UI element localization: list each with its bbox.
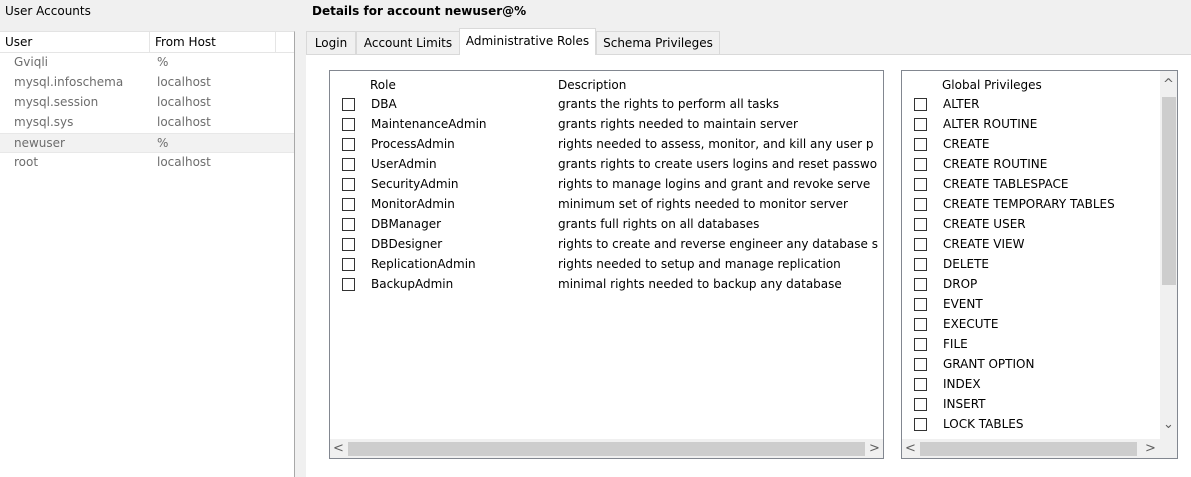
scroll-up-icon[interactable]: ^ [1163, 77, 1174, 92]
role-description: rights to create and reverse engineer any database s [558, 237, 878, 251]
role-description: grants rights to create users logins and reset passwo [558, 157, 878, 171]
user-account-row[interactable] [0, 73, 294, 93]
role-description: rights to manage logins and grant and revoke serve [558, 177, 871, 191]
user-account-row[interactable] [0, 133, 294, 153]
role-name: DBA [371, 97, 397, 111]
horizontal-scrollbar[interactable] [902, 439, 1177, 458]
role-checkbox[interactable] [342, 198, 355, 211]
description-column [558, 71, 878, 437]
privilege-name: INSERT [943, 397, 986, 411]
from-host: % [157, 55, 169, 69]
user-name: Gviqli [14, 55, 49, 69]
user-name: mysql.sys [14, 115, 74, 129]
privilege-checkbox[interactable] [914, 298, 927, 311]
user-name: mysql.infoschema [14, 75, 124, 89]
from-host: localhost [157, 75, 211, 89]
privilege-name: EVENT [943, 297, 983, 311]
role-checkbox[interactable] [342, 258, 355, 271]
privilege-checkbox[interactable] [914, 318, 927, 331]
column-header-description[interactable]: Description [558, 78, 627, 92]
role-checkbox[interactable] [342, 158, 355, 171]
scrollbar-thumb[interactable] [348, 442, 865, 456]
privilege-checkbox[interactable] [914, 358, 927, 371]
from-host: localhost [157, 95, 211, 109]
privilege-name: CREATE TEMPORARY TABLES [943, 197, 1115, 211]
user-accounts-list[interactable] [0, 31, 295, 477]
user-account-row[interactable] [0, 53, 294, 73]
privilege-checkbox[interactable] [914, 118, 927, 131]
from-host: localhost [157, 155, 211, 169]
tab-account-limits[interactable]: Account Limits [356, 31, 460, 54]
privilege-name: GRANT OPTION [943, 357, 1035, 371]
role-checkbox[interactable] [342, 98, 355, 111]
user-name: newuser [14, 136, 65, 150]
scroll-down-icon[interactable]: ⌄ [1163, 417, 1174, 432]
privilege-checkbox[interactable] [914, 418, 927, 431]
column-header-global-privileges[interactable]: Global Privileges [942, 78, 1042, 92]
scrollbar-thumb[interactable] [920, 442, 1137, 456]
tab-schema-privileges[interactable]: Schema Privileges [596, 31, 720, 54]
user-account-row[interactable] [0, 93, 294, 113]
privilege-name: CREATE USER [943, 217, 1026, 231]
privilege-name: FILE [943, 337, 968, 351]
role-description: minimum set of rights needed to monitor server [558, 197, 848, 211]
privilege-name: DELETE [943, 257, 990, 271]
user-account-row[interactable] [0, 113, 294, 133]
role-description: rights needed to assess, monitor, and kill any user p [558, 137, 874, 151]
global-privileges-list[interactable] [901, 70, 1178, 459]
privilege-name: ALTER ROUTINE [943, 117, 1038, 131]
privilege-name: EXECUTE [943, 317, 999, 331]
role-name: ReplicationAdmin [371, 257, 476, 271]
privilege-name: DROP [943, 277, 978, 291]
privilege-checkbox[interactable] [914, 138, 927, 151]
role-name: BackupAdmin [371, 277, 454, 291]
roles-list[interactable] [329, 70, 884, 459]
privilege-checkbox[interactable] [914, 98, 927, 111]
role-description: minimal rights needed to backup any database [558, 277, 842, 291]
role-checkbox[interactable] [342, 278, 355, 291]
privilege-name: CREATE ROUTINE [943, 157, 1048, 171]
privilege-name: ALTER [943, 97, 980, 111]
role-name: DBDesigner [371, 237, 443, 251]
privilege-name: CREATE TABLESPACE [943, 177, 1069, 191]
privilege-checkbox[interactable] [914, 378, 927, 391]
role-checkbox[interactable] [342, 178, 355, 191]
privilege-checkbox[interactable] [914, 278, 927, 291]
column-header-user[interactable]: User [5, 35, 33, 49]
privilege-checkbox[interactable] [914, 218, 927, 231]
from-host: localhost [157, 115, 211, 129]
privilege-checkbox[interactable] [914, 258, 927, 271]
vertical-scrollbar[interactable] [1160, 71, 1177, 440]
role-checkbox[interactable] [342, 138, 355, 151]
tab-login[interactable]: Login [306, 31, 356, 54]
role-checkbox[interactable] [342, 118, 355, 131]
privilege-name: CREATE VIEW [943, 237, 1025, 251]
scroll-left-icon[interactable]: < [333, 441, 344, 456]
privilege-name: CREATE [943, 137, 990, 151]
role-checkbox[interactable] [342, 218, 355, 231]
privilege-checkbox[interactable] [914, 238, 927, 251]
user-name: mysql.session [14, 95, 99, 109]
privilege-checkbox[interactable] [914, 398, 927, 411]
user-accounts-header [0, 32, 294, 53]
role-description: grants rights needed to maintain server [558, 117, 798, 131]
details-title: Details for account newuser@% [312, 4, 527, 18]
privilege-checkbox[interactable] [914, 158, 927, 171]
horizontal-scrollbar[interactable] [330, 439, 883, 458]
column-divider[interactable] [275, 32, 276, 52]
scrollbar-thumb[interactable] [1162, 97, 1176, 285]
role-name: MonitorAdmin [371, 197, 455, 211]
column-header-from-host[interactable]: From Host [155, 35, 216, 49]
user-account-row[interactable] [0, 153, 294, 173]
scroll-left-icon[interactable]: < [905, 441, 916, 456]
role-name: ProcessAdmin [371, 137, 455, 151]
role-checkbox[interactable] [342, 238, 355, 251]
role-description: grants the rights to perform all tasks [558, 97, 779, 111]
role-description: grants full rights on all databases [558, 217, 760, 231]
privilege-checkbox[interactable] [914, 198, 927, 211]
privilege-checkbox[interactable] [914, 338, 927, 351]
role-name: UserAdmin [371, 157, 437, 171]
tab-administrative-roles[interactable]: Administrative Roles [459, 28, 596, 55]
scroll-right-icon[interactable]: > [1145, 441, 1156, 456]
user-accounts-title: User Accounts [5, 4, 91, 18]
role-name: MaintenanceAdmin [371, 117, 487, 131]
role-name: DBManager [371, 217, 442, 231]
from-host: % [157, 136, 169, 150]
column-header-role[interactable]: Role [370, 78, 396, 92]
user-name: root [14, 155, 39, 169]
column-divider[interactable] [149, 32, 150, 52]
privilege-checkbox[interactable] [914, 178, 927, 191]
scroll-right-icon[interactable]: > [869, 441, 880, 456]
role-name: SecurityAdmin [371, 177, 459, 191]
role-description: rights needed to setup and manage replication [558, 257, 841, 271]
privilege-name: LOCK TABLES [943, 417, 1024, 431]
privilege-name: INDEX [943, 377, 981, 391]
